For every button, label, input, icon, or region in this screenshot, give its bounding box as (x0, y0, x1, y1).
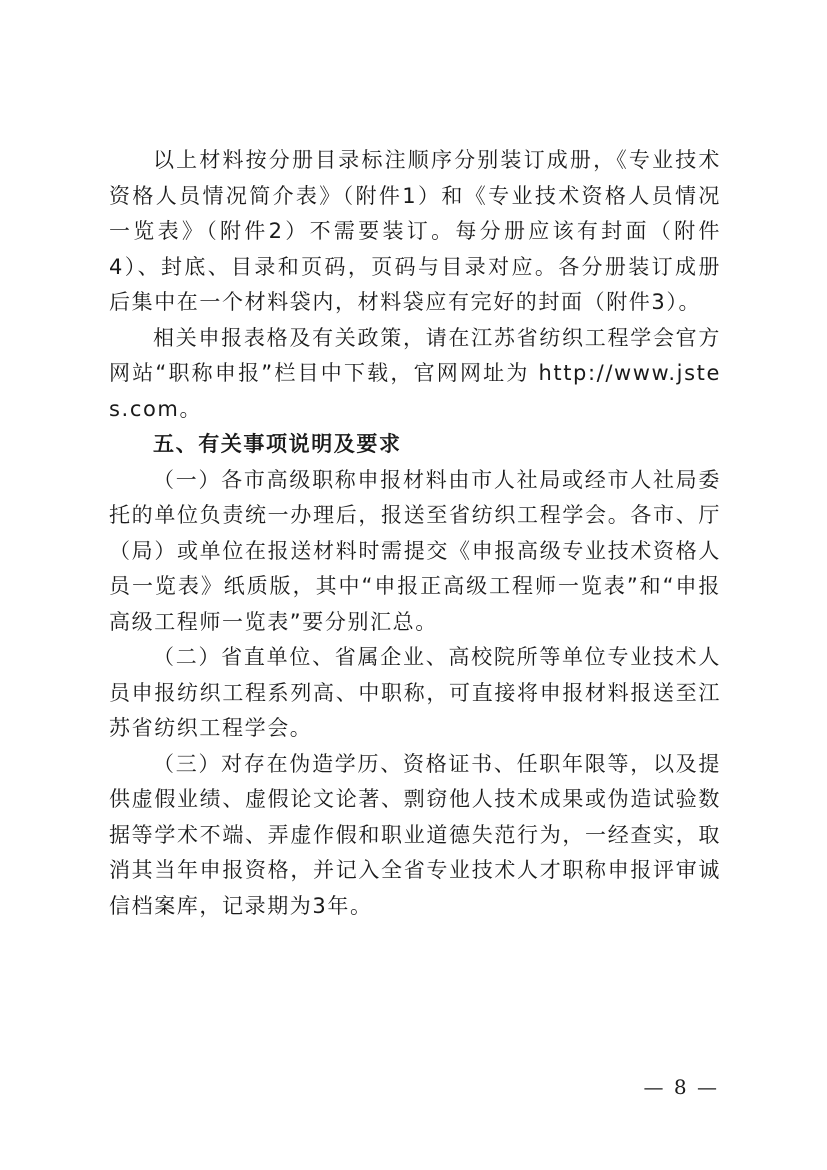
page-body (109, 143, 721, 924)
page-number: — 8 — (643, 1075, 719, 1099)
paragraph-binding-instructions: 以上材料按分册目录标注顺序分别装订成册，《专业技术资格人员情况简介表》（附件1）和《专业技术资格人员情况一览表》（附件2）不需要装订。每分册应该有封面（附件4）、封底、目录和页码，页码与目录对应。各分册装订成册后集中在一个材料袋内，材料袋应有完好的封面（附件3）。 (109, 148, 721, 314)
item-2-provincial-units: （二）省直单位、省属企业、高校院所等单位专业技术人员申报纺织工程系列高、中职称，可直接将申报材料报送至江苏省纺织工程学会。 (109, 645, 721, 740)
section-heading: 五、有关事项说明及要求 (153, 432, 402, 456)
item-3-integrity: （三）对存在伪造学历、资格证书、任职年限等，以及提供虚假业绩、虚假论文论著、剽窃他人技术成果或伪造试验数据等学术不端、弄虚作假和职业道德失范行为，一经查实，取消其当年申报资格，并记入全省专业技术人才职称申报评审诚信档案库，记录期为3年。 (109, 751, 721, 918)
item-1-city-submission: （一）各市高级职称申报材料由市人社局或经市人社局委托的单位负责统一办理后，报送至省纺织工程学会。各市、厅（局）或单位在报送材料时需提交《申报高级专业技术资格人员一览表》纸质版，其中“申报正高级工程师一览表”和“申报高级工程师一览表”要分别汇总。 (109, 467, 721, 634)
paragraph-download-info: 相关申报表格及有关政策，请在江苏省纺织工程学会官方网站“职称申报”栏目中下载，官网网址为 http://www.jstes.com。 (109, 325, 721, 421)
